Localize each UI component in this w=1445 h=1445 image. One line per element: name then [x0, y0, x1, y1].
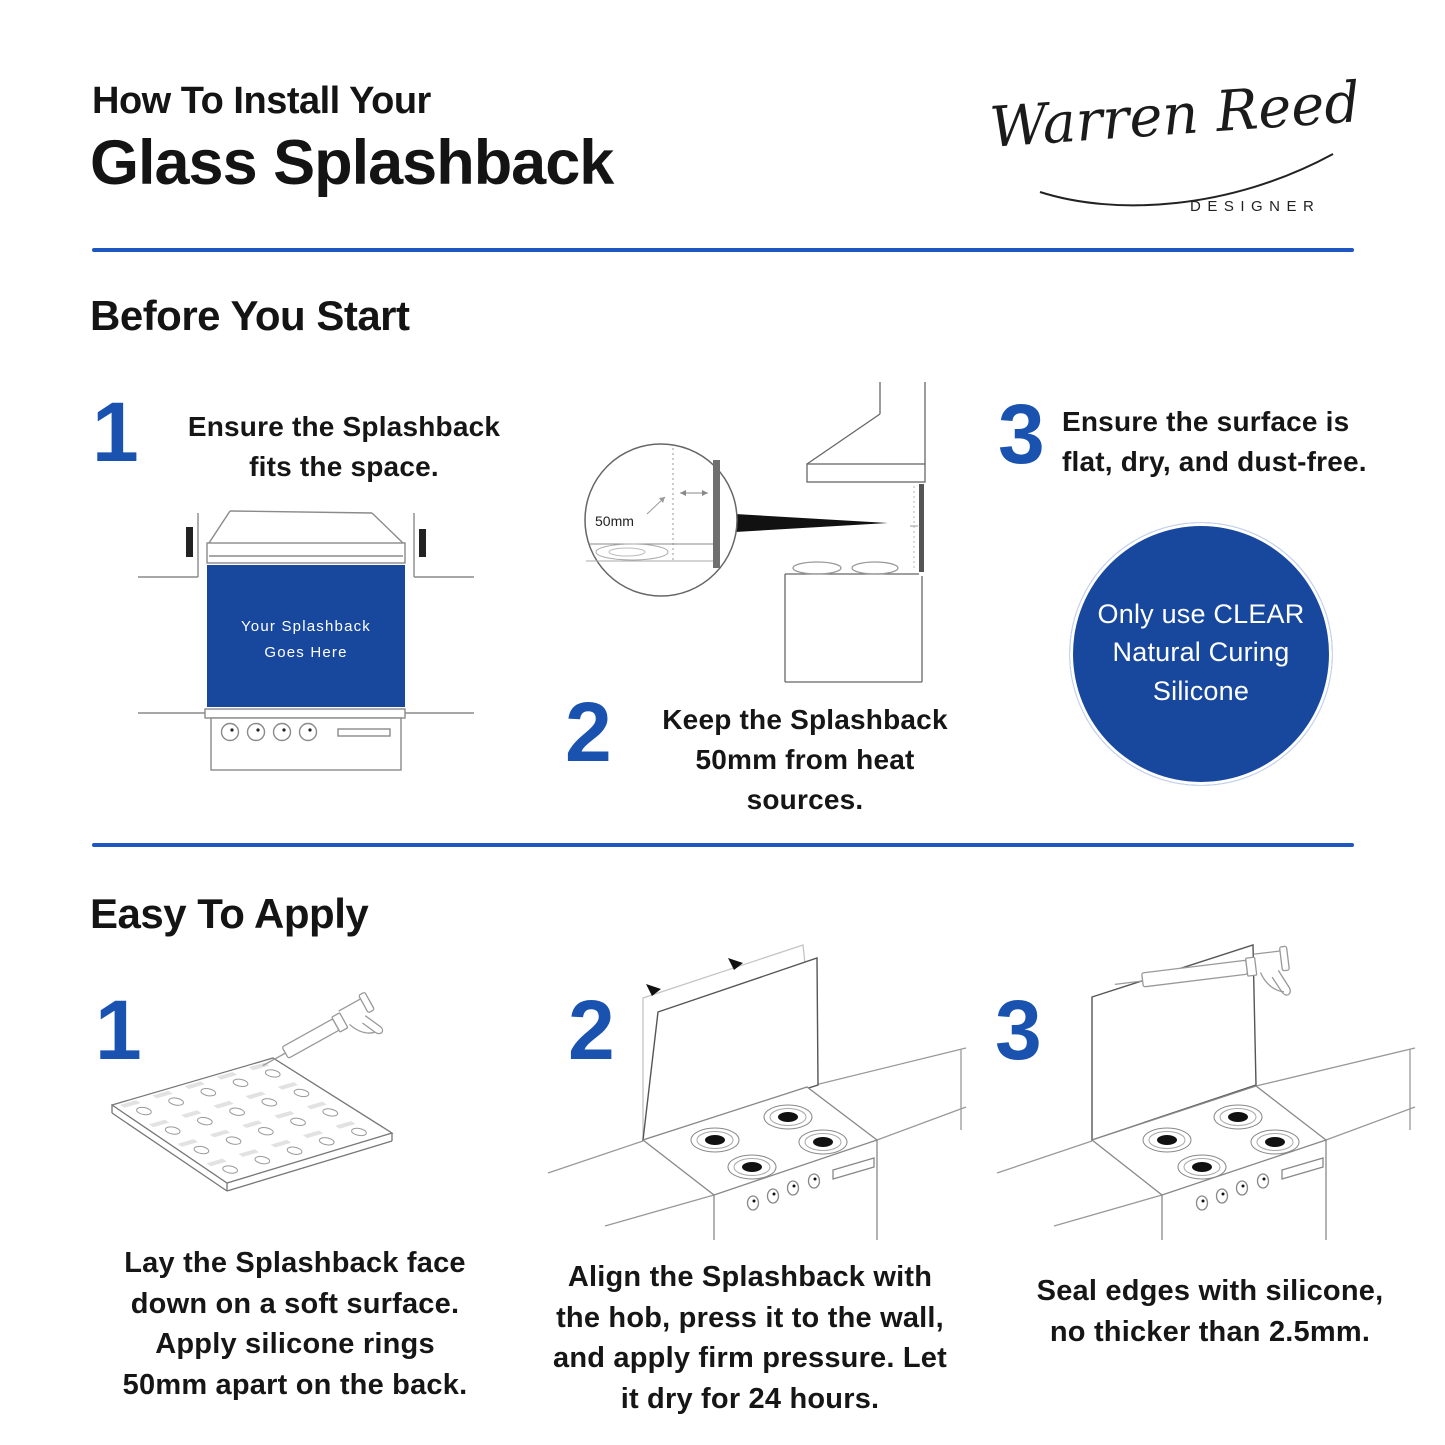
splashback-panel-flat	[112, 1058, 392, 1183]
text-line: the hob, press it to the wall,	[556, 1301, 944, 1334]
text-line: fits the space.	[249, 450, 439, 482]
text-line: Lay the Splashback face	[124, 1247, 466, 1279]
text-line: 50mm apart on the back.	[122, 1368, 468, 1401]
apply-step-1-caption	[70, 1243, 520, 1405]
cabinet-handle-left	[186, 527, 193, 557]
text-line: Ensure the surface is	[1062, 406, 1350, 437]
apply-silicone-illustration	[100, 995, 520, 1243]
apply-step-3-number: 3	[995, 983, 1042, 1077]
text-line: no thicker than 2.5mm.	[1049, 1315, 1371, 1348]
apply-step-2-number: 2	[568, 983, 615, 1077]
splashback-edge-bar	[919, 484, 924, 572]
logo-signature: Warren Reed	[987, 70, 1363, 161]
text-line: 50mm from heat	[695, 743, 915, 775]
splashback-placeholder-line2: Goes Here	[264, 644, 348, 661]
text-line: Align the Splashback with	[567, 1261, 933, 1293]
top-divider	[92, 248, 1354, 252]
before-step-1-number: 1	[92, 385, 139, 479]
text-line: Only use CLEAR	[1097, 599, 1305, 629]
heat-clearance-illustration	[555, 380, 1005, 690]
text-line: Seal edges with silicone,	[1036, 1275, 1384, 1307]
text-line: Ensure the Splashback	[187, 411, 501, 442]
before-step-2-text	[645, 700, 965, 819]
before-step-3-text	[1062, 402, 1445, 482]
page-title-line2: Glass Splashback	[90, 128, 614, 198]
logo-subtitle: DESIGNER	[1190, 198, 1321, 215]
silicone-note-badge	[1070, 523, 1332, 785]
apply-step-3-caption	[980, 1271, 1440, 1352]
dimension-label: 50mm	[595, 513, 634, 529]
text-line: flat, dry, and dust-free.	[1062, 445, 1367, 477]
splashback-panel	[207, 565, 405, 707]
cooker-fit-illustration	[130, 485, 550, 805]
splashback-placeholder-line1: Your Splashback	[240, 618, 372, 635]
before-step-3-number: 3	[998, 387, 1045, 481]
page-title-line1: How To Install Your	[92, 80, 431, 122]
apply-step-1-number: 1	[95, 983, 142, 1077]
text-line: and apply firm pressure. Let	[553, 1342, 947, 1375]
text-line: it dry for 24 hours.	[620, 1382, 880, 1415]
text-line: Natural Curing	[1112, 637, 1290, 668]
text-line: sources.	[746, 783, 864, 815]
side-view-cooker	[785, 382, 925, 682]
cabinet-handle-right	[419, 529, 426, 557]
before-step-2-number: 2	[565, 685, 612, 779]
easy-to-apply-heading: Easy To Apply	[90, 890, 369, 937]
middle-divider	[92, 843, 1354, 847]
apply-step-2-caption	[515, 1257, 985, 1419]
text-line: down on a soft surface.	[130, 1287, 460, 1320]
text-line: Silicone	[1152, 675, 1250, 706]
before-you-start-heading: Before You Start	[90, 292, 410, 339]
before-step-1-text	[168, 407, 520, 487]
text-line: Keep the Splashback	[662, 704, 948, 735]
seal-edges-illustration	[990, 930, 1445, 1242]
magnifier-pointer-wedge	[735, 514, 888, 532]
knob-dots	[753, 1178, 817, 1203]
align-splashback-illustration	[530, 930, 970, 1242]
knob-dots	[1202, 1178, 1266, 1203]
text-line: Apply silicone rings	[155, 1328, 435, 1361]
cooker-body	[138, 709, 474, 770]
brand-logo	[985, 70, 1365, 240]
